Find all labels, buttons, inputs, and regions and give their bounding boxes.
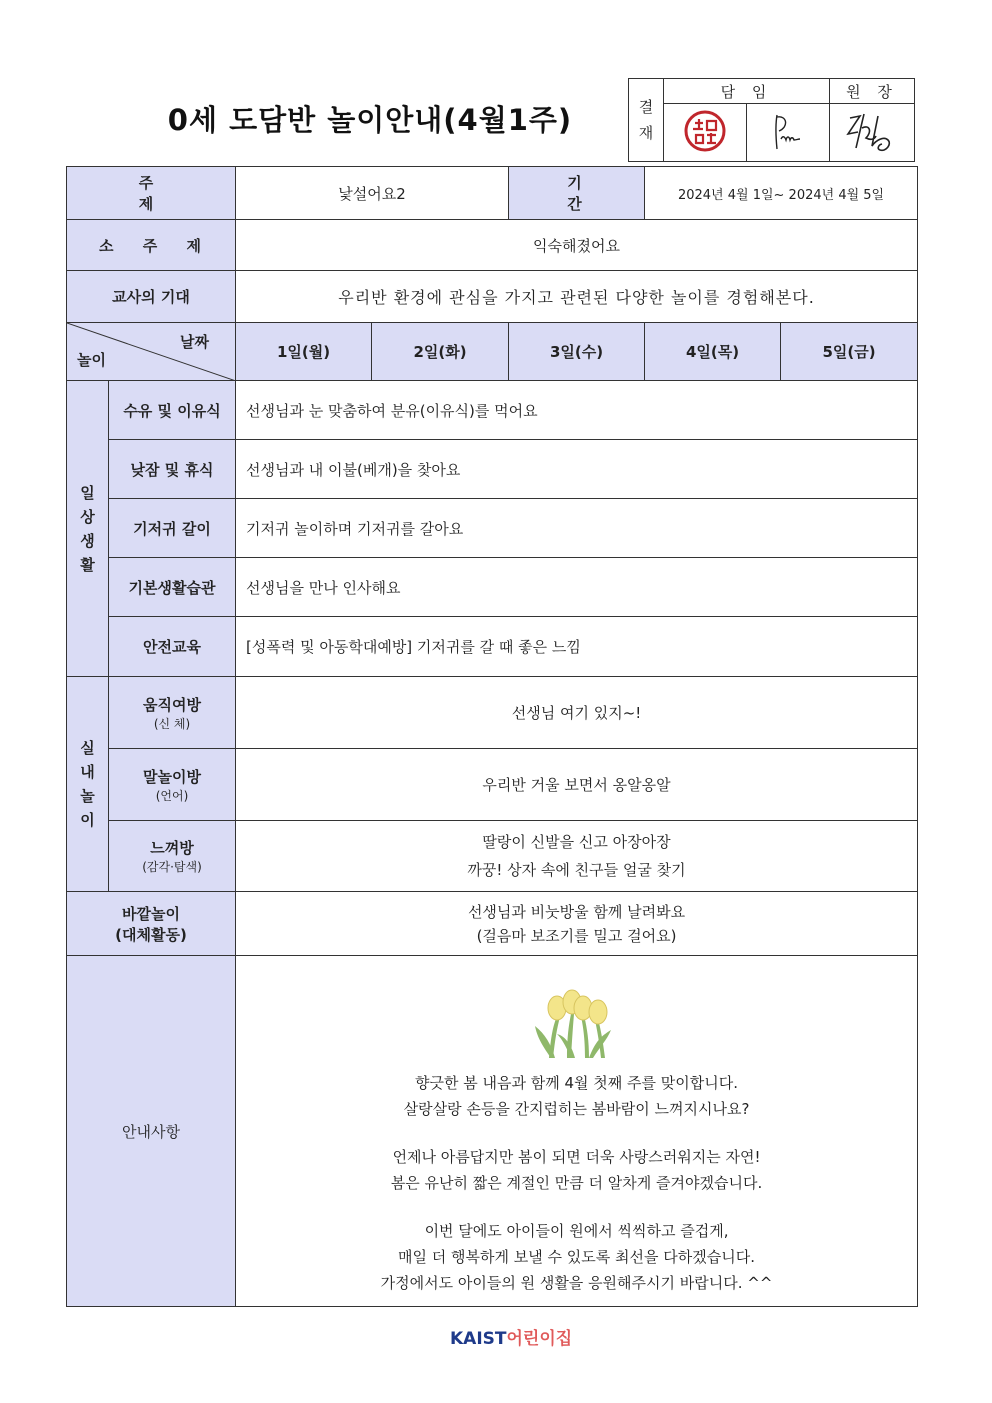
daily-row-text: [성폭력 및 아동학대예방] 기저귀를 갈 때 좋은 느낌	[236, 617, 918, 677]
daily-row-label: 안전교육	[109, 617, 236, 677]
signature-icon	[840, 108, 904, 154]
page-title: 0세 도담반 놀이안내(4월1주)	[167, 103, 573, 137]
play-label: 놀이	[77, 351, 106, 369]
kaist-kindergarten-logo: KAIST어린이집	[450, 1329, 573, 1349]
day-header: 1일(월)	[236, 323, 372, 381]
daily-row-label: 낮잠 및 휴식	[109, 440, 236, 499]
play-plan-table	[66, 166, 918, 1307]
indoor-row-text: 우리반 거울 보면서 옹알옹알	[236, 749, 918, 821]
day-header: 2일(화)	[372, 323, 509, 381]
tulip-illustration	[236, 974, 917, 1060]
approval-director-header: 원 장	[830, 79, 915, 104]
signature-icon	[763, 109, 813, 153]
theme-value: 낯설어요2	[236, 167, 509, 220]
notice-label: 안내사항	[67, 956, 236, 1307]
approval-teacher-header: 담 임	[664, 79, 830, 104]
period-label: 기 간	[509, 167, 645, 220]
daily-row-text: 선생님과 눈 맞춤하여 분유(이유식)를 먹어요	[236, 381, 918, 440]
indoor-row-text: 선생님 여기 있지~!	[236, 677, 918, 749]
daily-row-text: 선생님을 만나 인사해요	[236, 558, 918, 617]
daily-row-text: 기저귀 놀이하며 기저귀를 갈아요	[236, 499, 918, 558]
indoor-play-group-label: 실 내 놀 이	[67, 677, 109, 892]
day-header: 5일(금)	[781, 323, 918, 381]
daily-life-group-label: 일 상 생 활	[67, 381, 109, 677]
date-label: 날짜	[180, 333, 210, 351]
indoor-row-label: 말놀이방 (언어)	[109, 749, 236, 821]
subtheme-label: 소 주 제	[67, 220, 236, 271]
subtheme-value: 익숙해졌어요	[236, 220, 918, 271]
notice-body	[236, 956, 918, 1307]
daily-row-text: 선생님과 내 이불(베개)을 찾아요	[236, 440, 918, 499]
day-header: 4일(목)	[645, 323, 781, 381]
tulip-icon	[527, 974, 627, 1060]
day-header: 3일(수)	[509, 323, 645, 381]
teacher-seal	[664, 104, 747, 162]
indoor-row-label: 느껴방 (감각·탐색)	[109, 821, 236, 892]
teacher-expectation-label: 교사의 기대	[67, 271, 236, 323]
period-value: 2024년 4월 1일~ 2024년 4월 5일	[645, 167, 918, 220]
date-play-corner	[67, 323, 236, 381]
notice-text: 향긋한 봄 내음과 함께 4월 첫째 주를 맞이합니다. 살랑살랑 손등을 간지럽히는 봄바람이 느껴지시나요? 언제나 아름답지만 봄이 되면 더욱 사랑스러워지는 자연! 봄은 유난히 짧은 계절인 만큼 더 알차게 즐겨야겠습니다. 이번 달에도 아이들이 원에서 씩씩하고 즐겁게, 매일 더 행복하게 보낼 수 있도록 최선을 다하겠습니다. 가정에서도 아이들의 원 생활을 응원해주시기 바랍니다. ^^	[380, 1074, 773, 1292]
teacher-expectation-value: 우리반 환경에 관심을 가지고 관련된 다양한 놀이를 경험해본다.	[236, 271, 918, 323]
daily-row-label: 기저귀 갈이	[109, 499, 236, 558]
director-signature	[830, 104, 915, 162]
approval-box	[628, 78, 915, 162]
indoor-row-label: 움직여방 (신 체)	[109, 677, 236, 749]
daily-row-label: 기본생활습관	[109, 558, 236, 617]
seal-stamp-icon	[683, 109, 727, 153]
indoor-row-text: 딸랑이 신발을 신고 아장아장 까꿍! 상자 속에 친구들 얼굴 찾기	[236, 821, 918, 892]
outdoor-play-text: 선생님과 비눗방울 함께 날려봐요 (걸음마 보조기를 밀고 걸어요)	[236, 892, 918, 956]
outdoor-play-label: 바깥놀이 (대체활동)	[67, 892, 236, 956]
approval-label: 결 재	[629, 79, 664, 162]
daily-row-label: 수유 및 이유식	[109, 381, 236, 440]
theme-label: 주 제	[67, 167, 236, 220]
teacher-signature	[747, 104, 830, 162]
